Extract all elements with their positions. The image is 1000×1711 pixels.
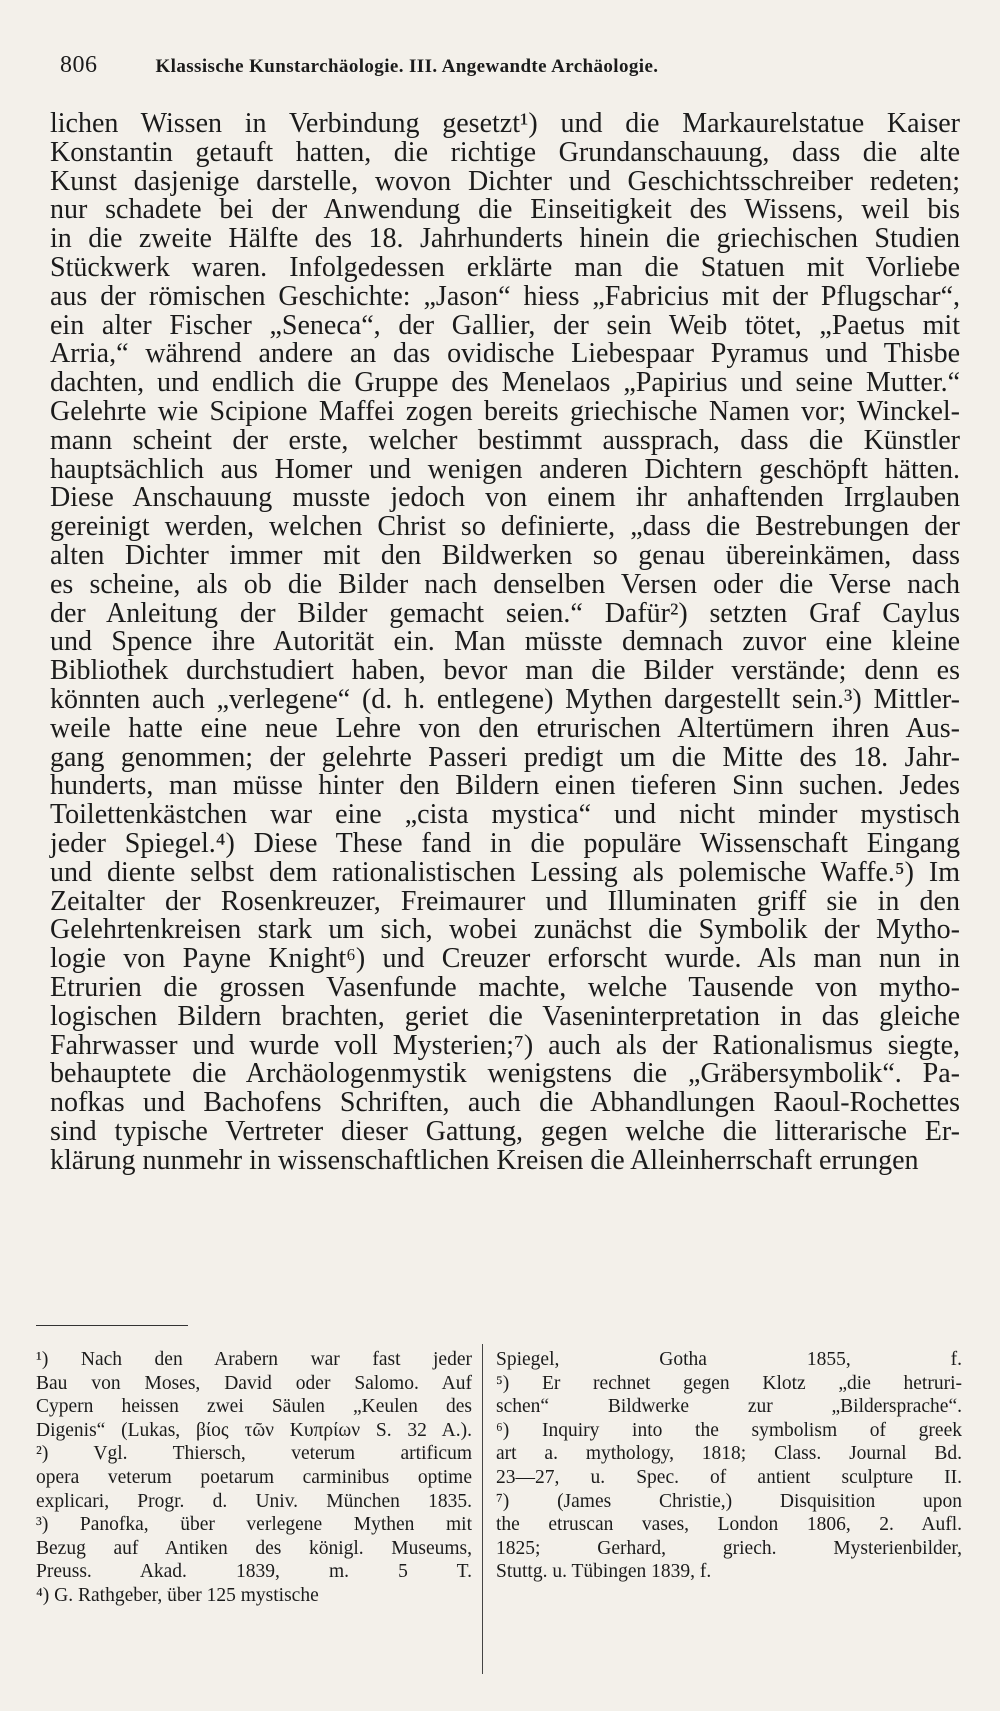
footnote-line: Bezug auf Antiken des königl. Museums, xyxy=(36,1537,472,1559)
body-text-line: gang genommen; der gelehrte Passeri predigt um die Mitte des 18. Jahr- xyxy=(50,741,960,773)
body-text-line: Etrurien die grossen Vasenfunde machte, welche Tausende von mytho- xyxy=(50,971,960,1003)
body-text-line: aus der römischen Geschichte: „Jason“ hiess „Fabricius mit der Pflugschar“, xyxy=(50,280,960,312)
footnote-line: Cypern heissen zwei Säulen „Keulen des xyxy=(36,1396,472,1418)
footnote-line: ⁵) Er rechnet gegen Klotz „die hetruri- xyxy=(496,1372,962,1394)
body-text-line: gereinigt werden, welchen Christ so definierte, „dass die Bestrebungen der xyxy=(50,511,960,543)
page-header xyxy=(60,52,956,92)
body-text-line: Gelehrtenkreisen stark um sich, wobei zunächst die Symbolik der Mytho- xyxy=(50,914,960,946)
body-text-line: hauptsächlich aus Homer und wenigen anderen Dichtern geschöpft hätten. xyxy=(50,453,960,485)
footnote-line: ¹) Nach den Arabern war fast jeder xyxy=(36,1349,472,1370)
footnote-line: Stuttg. u. Tübingen 1839, f. xyxy=(496,1561,712,1583)
body-text-line: ein alter Fischer „Seneca“, der Gallier, der sein Weib tötet, „Paetus mit xyxy=(50,309,960,341)
footnote-line: 1825; Gerhard, griech. Mysterienbilder, xyxy=(496,1537,962,1559)
page-number: 806 xyxy=(60,52,98,78)
body-text-line: nur schadete bei der Anwendung die Einseitigkeit des Wissens, weil bis xyxy=(50,194,960,226)
footnote-line: Preuss. Akad. 1839, m. 5 T. xyxy=(36,1561,472,1583)
footnote-line: ⁷) (James Christie,) Disquisition upon xyxy=(496,1490,962,1512)
footnote-line: ⁶) Inquiry into the symbolism of greek xyxy=(496,1419,962,1441)
body-text-line: sind typische Vertreter dieser Gattung, gegen welche die litterarische Er- xyxy=(50,1115,960,1147)
footnote-line: ²) Vgl. Thiersch, veterum artificum xyxy=(36,1443,472,1465)
footnote-line: explicari, Progr. d. Univ. München 1835. xyxy=(36,1490,472,1512)
body-text-line: könnten auch „verlegene“ (d. h. entlegene) Mythen dargestellt sein.³) Mittler- xyxy=(50,683,960,715)
body-text-line: logie von Payne Knight⁶) und Creuzer erforscht wurde. Als man nun in xyxy=(50,943,960,975)
body-text-line: Konstantin getauft hatten, die richtige Grundanschauung, dass die alte xyxy=(50,136,960,168)
body-text-line: Kunst dasjenige darstelle, wovon Dichter und Geschichtsschreiber redeten; xyxy=(50,165,960,197)
body-text-line: der Anleitung der Bilder gemacht seien.“ Dafür²) setzten Graf Caylus xyxy=(50,597,960,629)
body-text-line: jeder Spiegel.⁴) Diese These fand in die populäre Wissenschaft Eingang xyxy=(50,827,960,859)
body-text-line: logischen Bildern brachten, geriet die Vaseninterpretation in das gleiche xyxy=(50,1000,960,1032)
body-text-line: lichen Wissen in Verbindung gesetzt¹) und die Markaurelstatue Kaiser xyxy=(50,108,960,139)
body-text-line: weile hatte eine neue Lehre von den etrurischen Altertümern ihren Aus- xyxy=(50,712,960,744)
footnotes-right-column xyxy=(496,1348,962,1584)
body-text-line: Zeitalter der Rosenkreuzer, Freimaurer und Illuminaten griff sie in den xyxy=(50,885,960,917)
body-text-line: und Spence ihre Autorität ein. Man müsste demnach zuvor eine kleine xyxy=(50,626,960,658)
body-text-line: es scheine, als ob die Bilder nach denselben Versen oder die Verse nach xyxy=(50,568,960,600)
footnote-line: opera veterum poetarum carminibus optime xyxy=(36,1466,472,1488)
footnote-rule xyxy=(36,1325,188,1326)
footnotes xyxy=(0,1348,1000,1678)
body-text-line: behauptete die Archäologenmystik wenigstens die „Gräbersymbolik“. Pa- xyxy=(50,1058,960,1090)
body-text-line: Stückwerk waren. Infolgedessen erklärte man die Statuen mit Vorliebe xyxy=(50,251,960,283)
body-text-line: dachten, und endlich die Gruppe des Menelaos „Papirius und seine Mutter.“ xyxy=(50,367,960,399)
footnotes-left-column xyxy=(36,1348,472,1608)
body-text-line: alten Dichter immer mit den Bildwerken so genau übereinkämen, dass xyxy=(50,539,960,571)
body-text-line: nofkas und Bachofens Schriften, auch die Abhandlungen Raoul-Rochettes xyxy=(50,1087,960,1119)
body-text-line: Toilettenkästchen war eine „cista mystica“ und nicht minder mystisch xyxy=(50,799,960,831)
running-head: Klassische Kunstarchäologie. III. Angewandte Archäologie. xyxy=(155,56,659,77)
footnote-line: ⁴) G. Rathgeber, über 125 mystische xyxy=(36,1584,319,1606)
body-text-line: Arria,“ während andere an das ovidische Liebespaar Pyramus und Thisbe xyxy=(50,338,960,370)
footnote-line: ³) Panofka, über verlegene Mythen mit xyxy=(36,1514,472,1536)
body-text-line: klärung nunmehr in wissenschaftlichen Kreisen die Alleinherrschaft errungen xyxy=(50,1144,919,1176)
body-text-line: Gelehrte wie Scipione Maffei zogen bereits griechische Namen vor; Winckel- xyxy=(50,395,960,427)
footnote-line: 23—27, u. Spec. of antient sculpture II. xyxy=(496,1466,962,1488)
footnote-line: Bau von Moses, David oder Salomo. Auf xyxy=(36,1372,472,1394)
footnote-line: the etruscan vases, London 1806, 2. Aufl. xyxy=(496,1514,962,1536)
footnote-line: Spiegel, Gotha 1855, f. xyxy=(496,1349,962,1370)
footnote-line: schen“ Bildwerke zur „Bildersprache“. xyxy=(496,1396,962,1418)
body-text-line: und diente selbst dem rationalistischen Lessing als polemische Waffe.⁵) Im xyxy=(50,856,960,888)
body-text xyxy=(50,110,960,1175)
body-text-line: Fahrwasser und wurde voll Mysterien;⁷) auch als der Rationalismus siegte, xyxy=(50,1029,960,1061)
body-text-line: mann scheint der erste, welcher bestimmt aussprach, dass die Künstler xyxy=(50,424,960,456)
body-text-line: Diese Anschauung musste jedoch von einem ihr anhaftenden Irrglauben xyxy=(50,482,960,514)
body-text-line: hunderts, man müsse hinter den Bildern einen tieferen Sinn suchen. Jedes xyxy=(50,770,960,802)
body-text-line: in die zweite Hälfte des 18. Jahrhunderts hinein die griechischen Studien xyxy=(50,223,960,255)
body-text-line: Bibliothek durchstudiert haben, bevor man die Bilder verstände; denn es xyxy=(50,655,960,687)
footnote-line: Digenis“ (Lukas, βίος τῶν Κυπρίων S. 32 A.). xyxy=(36,1419,472,1441)
footnote-line: art a. mythology, 1818; Class. Journal Bd. xyxy=(496,1443,962,1465)
